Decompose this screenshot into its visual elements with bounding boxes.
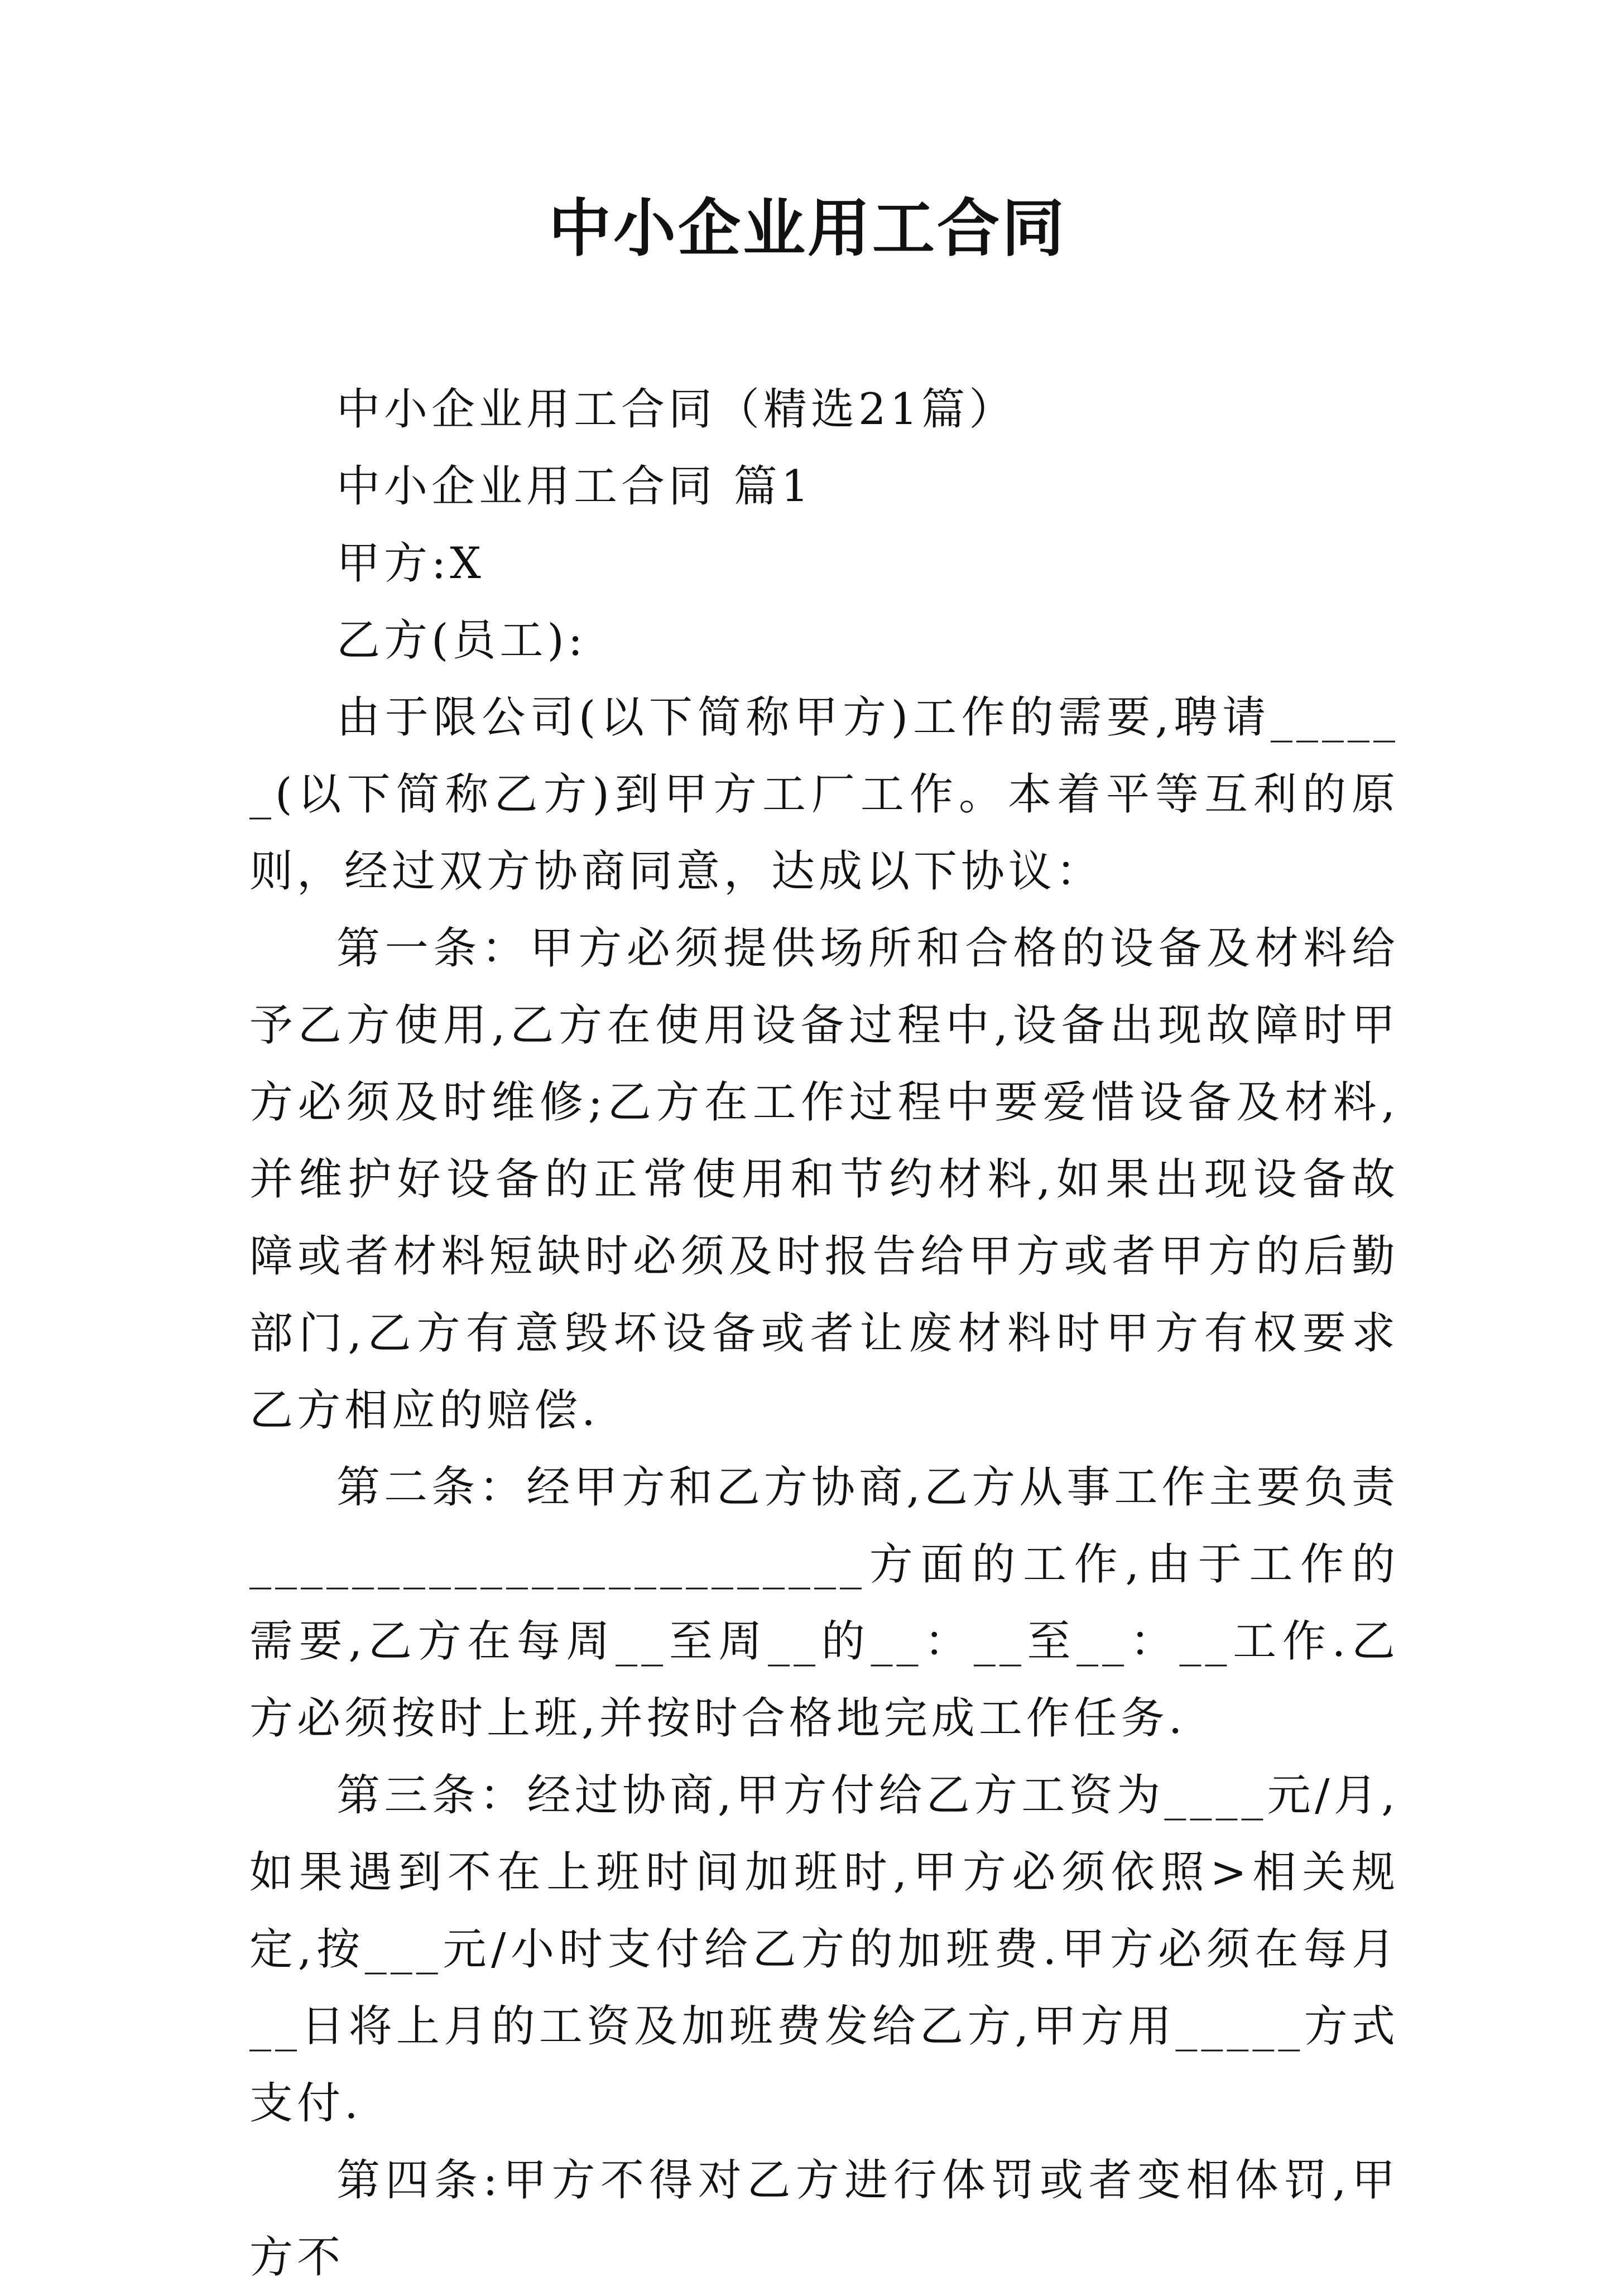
article-2-paragraph: 第二条：经甲方和乙方协商,乙方从事工作主要负责________________________方面的工作,由于工作的需要,乙方在每周__至周__的__：__至__：__工作.乙方必须按时上班,并按时合格地完成工作任务. bbox=[249, 1462, 1399, 1744]
contract-section-heading: 中小企业用工合同 篇1 bbox=[337, 461, 813, 512]
article-3-paragraph: 第三条：经过协商,甲方付给乙方工资为____元/月,如果遇到不在上班时间加班时,甲方必须依照>相关规定,按___元/小时支付给乙方的加班费.甲方必须在每月__日将上月的工资及加班费发给乙方,甲方用_____方式支付. bbox=[249, 1770, 1399, 2129]
party-b-line: 乙方(员工): bbox=[337, 615, 587, 666]
document-title: 中小企业用工合同 bbox=[549, 192, 1066, 265]
article-4-paragraph: 第四条:甲方不得对乙方进行体罚或者变相体罚,甲方不 bbox=[249, 2155, 1399, 2283]
preamble-paragraph: 由于限公司(以下简称甲方)工作的需要,聘请______(以下简称乙方)到甲方工厂工作。本着平等互利的原则，经过双方协商同意，达成以下协议： bbox=[249, 692, 1399, 897]
party-a-line: 甲方:X bbox=[337, 538, 485, 589]
article-1-paragraph: 第一条：甲方必须提供场所和合格的设备及材料给予乙方使用,乙方在使用设备过程中,设备出现故障时甲方必须及时维修;乙方在工作过程中要爱惜设备及材料,并维护好设备的正常使用和节约材料,如果出现设备故障或者材料短缺时必须及时报告给甲方或者甲方的后勤部门,乙方有意毁坏设备或者让废材料时甲方有权要求乙方相应的赔偿. bbox=[249, 923, 1399, 1436]
document-body bbox=[249, 371, 1399, 2296]
contract-heading-selection: 中小企业用工合同（精选21篇） bbox=[337, 384, 1017, 435]
